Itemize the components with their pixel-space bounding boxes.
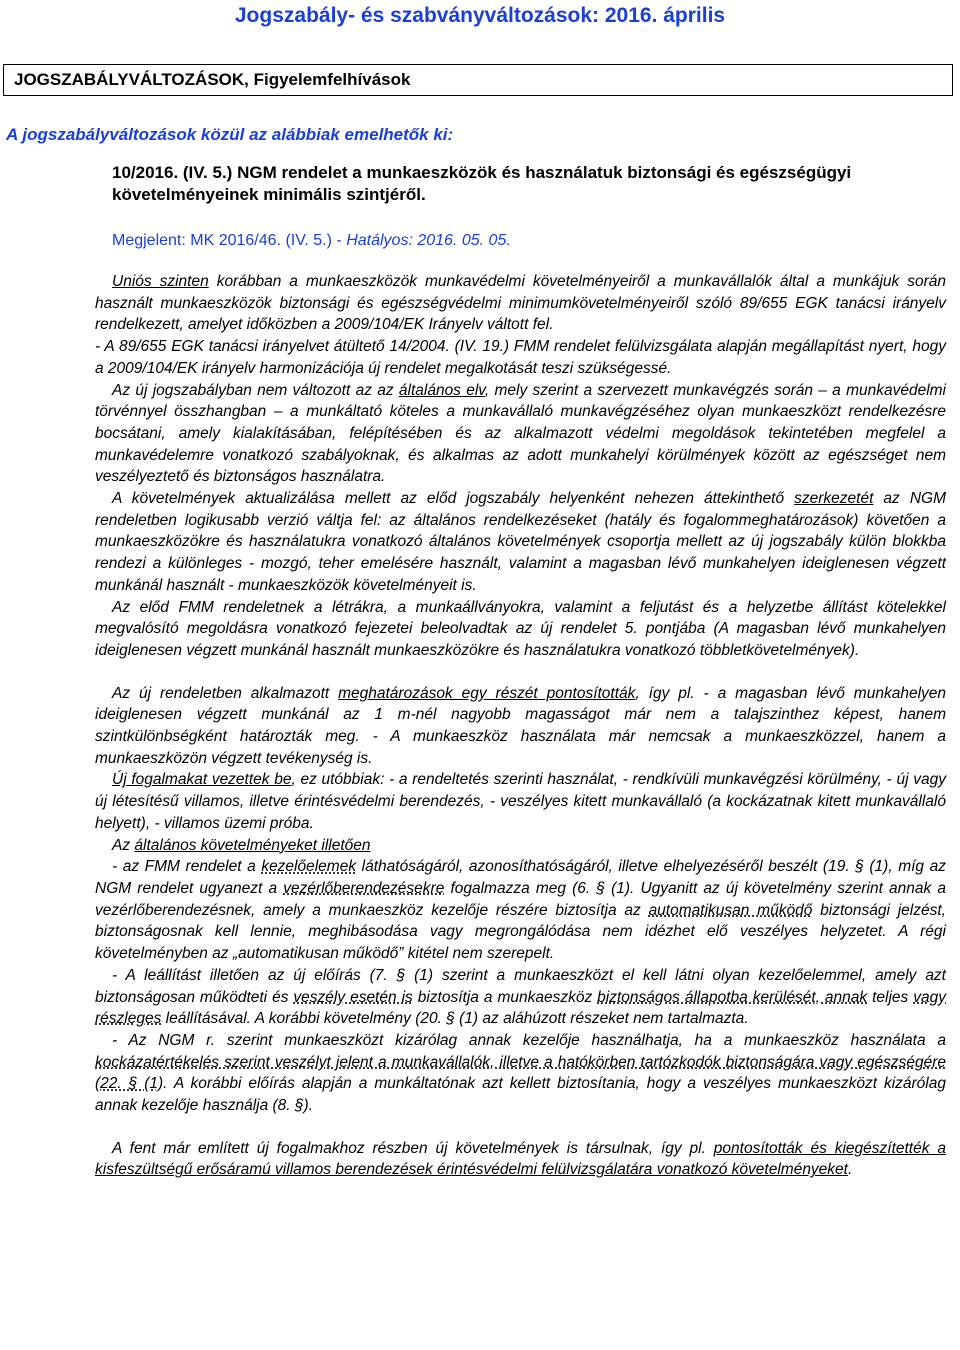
text: - A leállítást illetően az új előírás (7. § (1) szerint a munkaeszközt el kell látni olyan kezelőelemmel, amely azt biztonságosan működteti és xyxy=(95,966,946,1006)
page-title: Jogszabály- és szabványváltozások: 2016. április xyxy=(234,4,726,27)
text: A fent már említett új fogalmakhoz részben új követelmények is társulnak, így pl. xyxy=(112,1139,714,1157)
underlined-phrase: Uniós szinten xyxy=(112,273,209,290)
paragraph-11 xyxy=(95,1030,946,1117)
text: Az xyxy=(112,836,135,854)
text: leállításával. A korábbi követelmény (20. § (1) az aláhúzott részeket nem tartalmazta. xyxy=(161,1010,749,1028)
text: Az új rendeletben alkalmazott xyxy=(112,684,339,702)
text: - Az NGM r. szerint munkaeszközt kizárólag annak kezelője használhatja, ha a munkaeszköz használata a xyxy=(112,1031,946,1049)
paragraph-8 xyxy=(95,835,946,857)
section-header-box: JOGSZABÁLYVÁLTOZÁSOK, Figyelemfelhívások xyxy=(3,64,953,96)
dotted-phrase: kockázatértékelés szerint veszélyt jelent a munkavállalók, illetve a hatókörben tartózkodók biztonságára vagy egészségére (22. § (1) xyxy=(95,1053,946,1093)
text: . A korábbi előírás alapján a munkáltatónak azt kellett biztosítania, hogy a veszélyes munkaeszközt kizárólag annak kezelője használja (8. §). xyxy=(95,1075,946,1115)
dotted-phrase: vagy részleges xyxy=(95,988,946,1028)
regulation-title: 10/2016. (IV. 5.) NGM rendelet a munkaeszközök és használatuk biztonsági és egészségügyi követelményeinek minimális szintjéről. xyxy=(112,163,852,204)
article-body xyxy=(95,271,946,1181)
dotted-phrase: veszély esetén is xyxy=(293,988,413,1006)
text: A követelmények aktualizálása mellett az előd jogszabály helyenként nehezen áttekinthető xyxy=(112,490,795,508)
text: - az FMM rendelet a xyxy=(112,858,262,876)
paragraph-2: - A 89/655 EGK tanácsi irányelvet átültető 14/2004. (IV. 19.) FMM rendelet felülvizsgálata alapján megállapítást nyert, hogy a 2009/104/EK irányelv harmonizációja új rendelet megalkotását teszi szükségessé. xyxy=(95,338,946,377)
text: biztonsági jelzést, biztonságosnak kell lennie, meghibásodása vagy megrongálódása nem idézhet elő veszélyes helyzetet. A régi követelményben az „automatikusan működő” kitétel nem szerepelt. xyxy=(95,901,946,963)
paragraph-3 xyxy=(95,380,946,489)
publication-line xyxy=(112,232,511,250)
paragraph-5: Az előd FMM rendeletnek a létrákra, a munkaállványokra, valamint a feljutást és a helyzetbe állítást kötelekkel megvalósító megoldásra vonatkozó fejezetei beleolvadtak az új rendelet 5. pontjába (A magasban lévő munkahelyen ideiglenesen végzett munkánál használt munkaeszközökre és használatukra vonatkozó többletkövetelmények). xyxy=(95,598,946,659)
paragraph-4 xyxy=(95,488,946,597)
published-label: Megjelent: MK 2016/46. (IV. 5.) - xyxy=(112,232,347,249)
text: , ez utóbbiak: - a rendeltetés szerinti használat, - rendkívüli munkavégzési körülmény, - új vagy új létesítésű villamos, illetve érintésvédelmi berendezés, - veszélyes kitett munkavállaló (a kockázatnak kitett munkavállaló helyett), - villamos üzemi próba. xyxy=(95,771,946,832)
text: fogalmazza meg (6. § (1). Ugyanitt az új követelmény szerint annak a vezérlőberendezésnek, amely a munkaeszköz kezelője részére biztosítja az xyxy=(95,879,946,919)
text: teljes xyxy=(867,988,914,1006)
text: biztosítja a munkaeszköz xyxy=(412,988,598,1006)
effective-date: Hatályos: 2016. 05. 05. xyxy=(346,232,511,249)
paragraph-10 xyxy=(95,965,946,1030)
underlined-phrase: meghatározások egy részét pontosították xyxy=(338,684,636,702)
dotted-phrase: kezelőelemek xyxy=(261,858,357,876)
underlined-phrase: általános elv xyxy=(398,381,485,399)
dotted-phrase: vezérlőberendezésekre xyxy=(283,879,445,897)
underlined-phrase: pontosították és kiegészítették a kisfeszültségű erősáramú villamos berendezések érintésvédelmi felülvizsgálatára vonatkozó követelményeket xyxy=(95,1139,947,1179)
paragraph-12 xyxy=(95,1138,946,1181)
text: . xyxy=(847,1161,853,1179)
dotted-phrase: biztonságos állapotba kerülését, annak xyxy=(597,988,868,1006)
text: láthatóságáról, azonosíthatóságáról, illetve elhelyezéséről beszélt (19. § (1), míg az NGM rendelet ugyanezt a xyxy=(95,858,946,897)
underlined-phrase: általános követelményeket illetően xyxy=(134,836,371,854)
text: az NGM rendeletben logikusabb verzió váltja fel: az általános rendelkezéseket (hatály és fogalommeghatározások) követően a munkaeszközökre és használatukra vonatkozó általános követelmények csoportja mellett az új jogszabály külön blokkba rendezi a különleges - mozgó, teher emelésére használt, valamint a magasban lévő munkahelyen ideiglenesen végzett munkánál használt - munkaeszközök követelményeit is. xyxy=(95,490,946,594)
paragraph-1 xyxy=(95,271,946,336)
paragraph-9 xyxy=(95,856,946,965)
paragraph-7 xyxy=(95,769,946,834)
paragraph-6 xyxy=(95,683,946,770)
dotted-phrase: automatikusan működő xyxy=(648,901,813,919)
text: korábban a munkaeszközök munkavédelmi követelményeiről a munkavállalók által a munkájuk során használt munkaeszközök biztonsági és egészségvédelmi minimumkövetelményeiről szóló 89/655 EGK tanácsi irányelv rendelkezett, amelyet időközben a 2009/104/EK Irányelv váltott fel. xyxy=(95,273,947,334)
underlined-phrase: szerkezetét xyxy=(794,490,874,508)
text: Az új jogszabályban nem változott az az xyxy=(112,381,399,399)
text: , így pl. - a magasban lévő munkahelyen ideiglenesen végzett munkánál az 1 m-nél nagyobb magasságot már nem a talajszinthez képest, hanem szintkülönbségként határozták meg. - A munkaeszköz használata már nemcsak a munkaeszközzel, hanem a munkaeszközön végzett tevékenység is. xyxy=(95,684,947,767)
text: , mely szerint a szervezett munkavégzés során – a munkavédelmi törvénnyel összhangban – a munkáltató köteles a munkavállaló munkavégzéséhez olyan munkaeszközt rendelkezésre bocsátani, amely kialakításában, felépítésében és az alkalmazott védelmi megoldások tekintetében megfelel a munkavédelemre vonatkozó szabályoknak, és alkalmas az adott munkahelyi körülmények között az egészséget nem veszélyeztető és biztonságos használatra. xyxy=(95,381,947,486)
subheading: A jogszabályváltozások közül az alábbiak emelhetők ki: xyxy=(6,125,454,144)
underlined-phrase: Új fogalmakat vezettek be xyxy=(112,771,292,789)
